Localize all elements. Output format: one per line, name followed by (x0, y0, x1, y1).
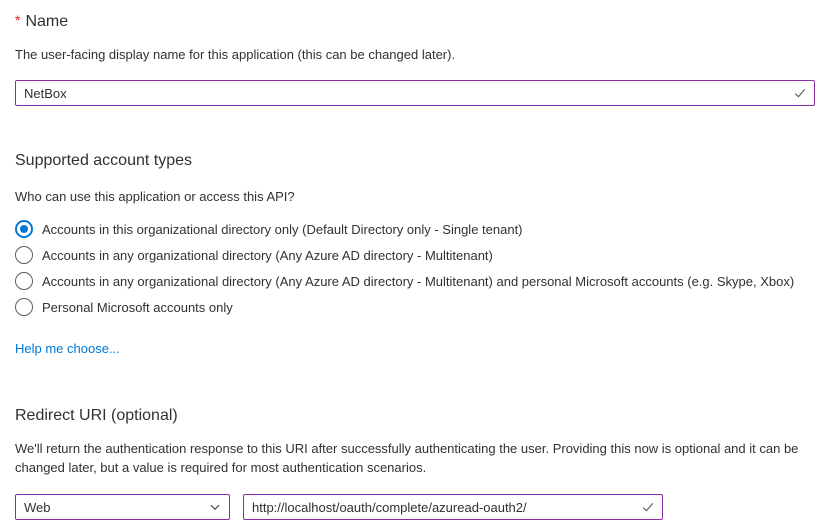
name-title-text: Name (25, 13, 69, 30)
account-type-radio-group (15, 216, 815, 320)
redirect-uri-row (15, 494, 815, 520)
radio-circle-icon (15, 272, 33, 290)
radio-option-label: Personal Microsoft accounts only (42, 299, 233, 315)
name-section-title (15, 10, 815, 32)
radio-option-multitenant-personal[interactable] (15, 268, 815, 294)
radio-circle-icon (15, 246, 33, 264)
required-asterisk: * (15, 12, 21, 28)
help-me-choose-link[interactable]: Help me choose... (15, 341, 120, 356)
radio-circle-icon (15, 298, 33, 316)
radio-option-personal-only[interactable] (15, 294, 815, 320)
platform-select-dropdown[interactable] (15, 494, 230, 520)
account-types-question: Who can use this application or access this API? (15, 189, 295, 204)
name-description: The user-facing display name for this application (this can be changed later). (15, 47, 456, 62)
name-input[interactable] (15, 80, 815, 106)
radio-option-label: Accounts in any organizational directory (Any Azure AD directory - Multitenant) (42, 247, 493, 263)
radio-option-label: Accounts in this organizational directory only (Default Directory only - Single tenant) (42, 221, 523, 237)
radio-option-single-tenant[interactable] (15, 216, 815, 242)
platform-select-value: Web (24, 499, 51, 515)
chevron-down-icon (209, 501, 221, 513)
redirect-uri-input[interactable] (243, 494, 663, 520)
account-types-title: Supported account types (15, 152, 193, 169)
redirect-uri-input-wrap (243, 494, 663, 520)
redirect-uri-description: We'll return the authentication response to this URI after successfully authenticating the user. Providing this now is optional and it can be changed later, but a value is required for most authentication scenarios. (15, 441, 799, 475)
redirect-uri-title: Redirect URI (optional) (15, 407, 178, 424)
radio-option-label: Accounts in any organizational directory (Any Azure AD directory - Multitenant) and personal Microsoft accounts (e.g. Skype, Xbox) (42, 273, 795, 289)
radio-option-multitenant[interactable] (15, 242, 815, 268)
radio-circle-icon (15, 220, 33, 238)
name-input-wrap (15, 80, 815, 106)
